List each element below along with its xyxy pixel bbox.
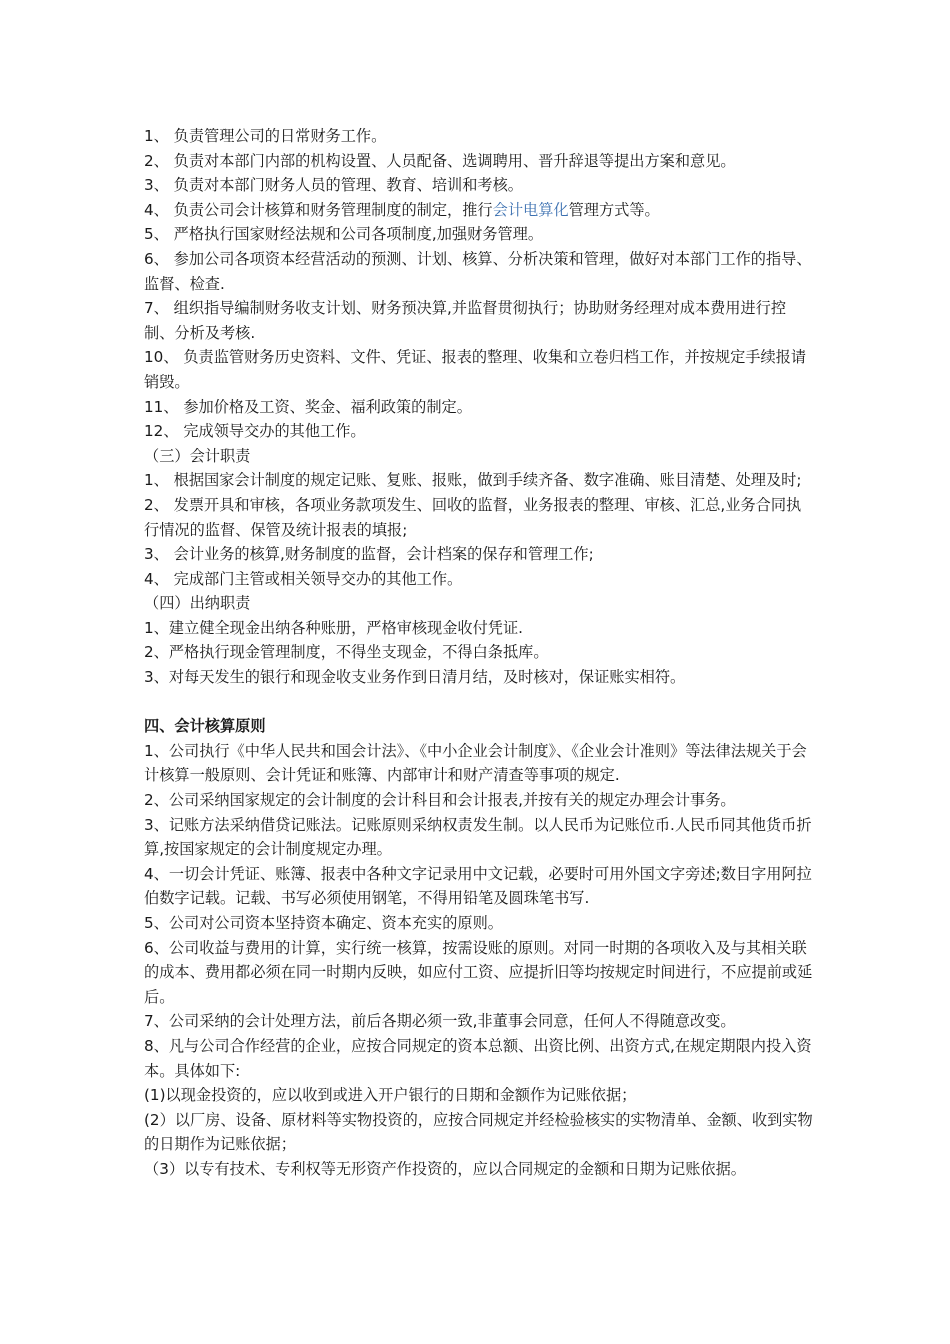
principle-item: 3、记账方法采纳借贷记账法。记账原则采纳权责发生制。以人民币为记账位币.人民币同其他货币折算,按国家规定的会计制度规定办理。: [144, 815, 812, 859]
cashier-duty-item: 1、建立健全现金出纳各种账册，严格审核现金收付凭证.: [144, 618, 523, 637]
accounting-principles-heading: 四、会计核算原则: [144, 717, 266, 736]
principle-item: 6、公司收益与费用的计算，实行统一核算，按需设账的原则。对同一时期的各项收入及与其相关联的成本、费用都必须在同一时期内反映，如应付工资、应提折旧等均按规定时间进行，不应提前或延后。: [144, 938, 813, 1006]
accountant-duty-item: 2、 发票开具和审核，各项业务款项发生、回收的监督，业务报表的整理、审核、汇总,业务合同执行情况的监督、保管及统计报表的填报;: [144, 495, 802, 539]
principle-subitem: (2）以厂房、设备、原材料等实物投资的，应按合同规定并经检验核实的实物清单、金额、收到实物的日期作为记账依据；: [144, 1110, 813, 1154]
principle-item: 8、凡与公司合作经营的企业，应按合同规定的资本总额、出资比例、出资方式,在规定期限内投入资本。具体如下:: [144, 1036, 812, 1080]
duty-item: 6、 参加公司各项资本经营活动的预测、计划、核算、分析决策和管理，做好对本部门工作的指导、监督、检查.: [144, 249, 812, 293]
principle-subitem: (1)以现金投资的，应以收到或进入开户银行的日期和金额作为记账依据；: [144, 1086, 637, 1105]
duty-item: 5、 严格执行国家财经法规和公司各项制度,加强财务管理。: [144, 225, 544, 244]
accountant-duty-item: 4、 完成部门主管或相关领导交办的其他工作。: [144, 569, 463, 588]
accounting-computerization-link[interactable]: 会计电算化: [492, 200, 569, 219]
cashier-duties-heading: （四）出纳职责: [144, 594, 251, 613]
duty-item: 11、 参加价格及工资、奖金、福利政策的制定。: [144, 397, 472, 416]
duty-item: 10、 负责监管财务历史资料、文件、凭证、报表的整理、收集和立卷归档工作，并按规定手续报请销毁。: [144, 348, 807, 391]
cashier-duty-item: 3、对每天发生的银行和现金收支业务作到日清月结，及时核对，保证账实相符。: [144, 668, 686, 687]
cashier-duty-item: 2、严格执行现金管理制度，不得坐支现金，不得白条抵库。: [144, 643, 549, 662]
principle-item: 7、公司采纳的会计处理方法，前后各期必须一致,非董事会同意，任何人不得随意改变。: [144, 1012, 736, 1031]
principle-subitem: （3）以专有技术、专利权等无形资产作投资的，应以合同规定的金额和日期为记账依据。: [144, 1159, 746, 1178]
duty-item: 12、 完成领导交办的其他工作。: [144, 422, 366, 441]
accountant-duty-item: 1、 根据国家会计制度的规定记账、复账、报账，做到手续齐备、数字准确、账目清楚、处理及时;: [144, 471, 802, 490]
principle-item: 2、公司采纳国家规定的会计制度的会计科目和会计报表,并按有关的规定办理会计事务。: [144, 791, 736, 810]
duty-item: 2、 负责对本部门内部的机构设置、人员配备、选调聘用、晋升辞退等提出方案和意见。: [144, 151, 736, 170]
principle-item: 4、一切会计凭证、账簿、报表中各种文字记录用中文记载，必要时可用外国文字旁述;数目字用阿拉伯数字记载。记载、书写必须使用钢笔，不得用铅笔及圆珠笔书写.: [144, 864, 812, 908]
duty-item-text: 4、 负责公司会计核算和财务管理制度的制定，推行: [144, 200, 493, 219]
duty-item: 3、 负责对本部门财务人员的管理、教育、培训和考核。: [144, 176, 523, 195]
accountant-duty-item: 3、 会计业务的核算,财务制度的监督，会计档案的保存和管理工作;: [144, 545, 594, 564]
duty-item: 1、 负责管理公司的日常财务工作。: [144, 127, 387, 145]
duty-item-text: 管理方式等。: [568, 200, 660, 219]
document-page: [144, 124, 814, 1182]
accountant-duties-heading: （三）会计职责: [144, 446, 251, 465]
principle-item: 5、公司对公司资本坚持资本确定、资本充实的原则。: [144, 914, 503, 932]
duty-item: 7、 组织指导编制财务收支计划、财务预决算,并监督贯彻执行；协助财务经理对成本费用进行控制、分析及考核.: [144, 299, 787, 342]
principle-item: 1、公司执行《中华人民共和国会计法》、《中小企业会计制度》、《企业会计准则》等法律法规关于会计核算一般原则、会计凭证和账簿、内部审计和财产清查等事项的规定.: [144, 741, 807, 785]
duty-item: [144, 198, 814, 223]
